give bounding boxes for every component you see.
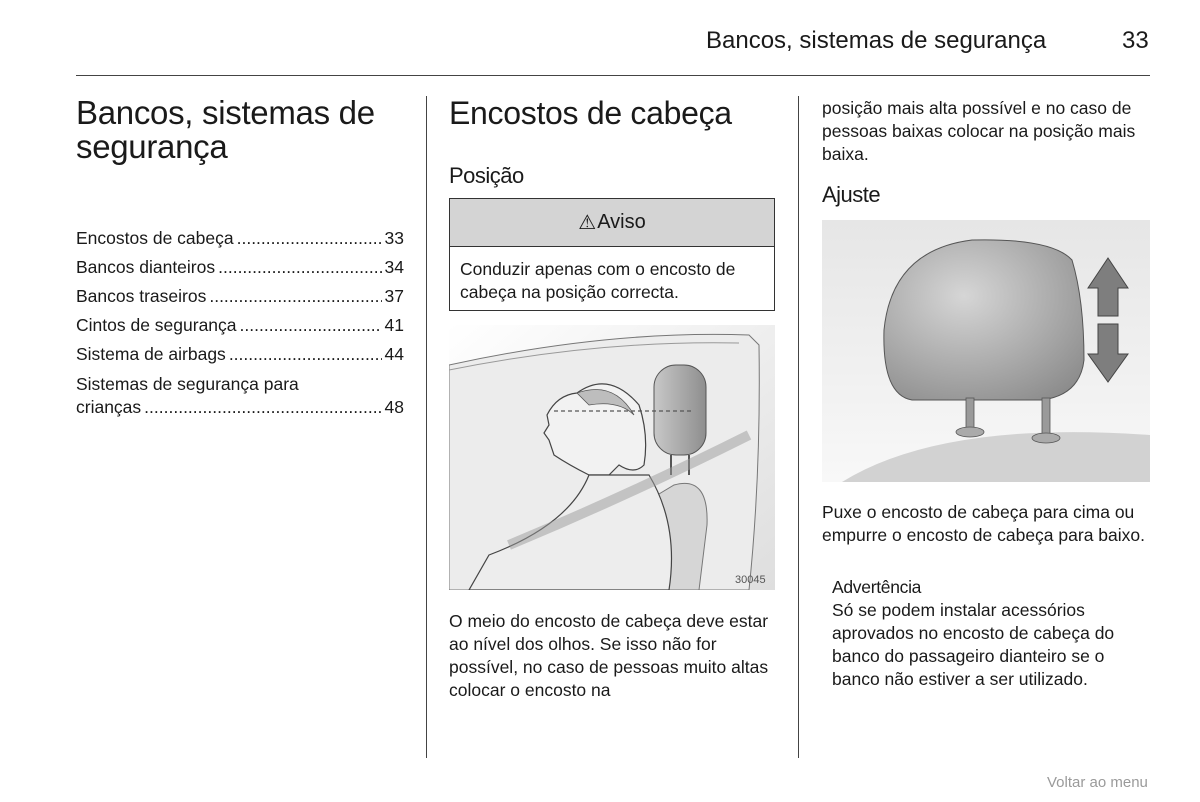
toc-page: 37 bbox=[384, 286, 404, 306]
position-heading: Posição bbox=[449, 163, 524, 188]
note-text: Só se podem instalar acessórios aprovados no encosto de cabeça do banco do passageiro dianteiro se o banco não estiver a ser utilizado. bbox=[832, 600, 1115, 689]
column-divider-2 bbox=[798, 96, 799, 758]
toc-label: Sistema de airbags bbox=[76, 344, 226, 364]
adjust-heading: Ajuste bbox=[822, 182, 881, 207]
toc-entry-encostos[interactable] bbox=[76, 224, 404, 253]
headrest-position-illustration bbox=[449, 325, 775, 590]
adjust-paragraph: Puxe o encosto de cabeça para cima ou empurre o encosto de cabeça para baixo. bbox=[822, 502, 1145, 545]
chapter-title: Bancos, sistemas de segurança bbox=[76, 94, 375, 165]
running-header-title: Bancos, sistemas de segurança bbox=[706, 27, 1047, 54]
continuation-paragraph: posição mais alta possível e no caso de pessoas baixas colocar na posição mais baixa. bbox=[822, 98, 1136, 164]
toc-entry-bancos-dianteiros[interactable] bbox=[76, 253, 404, 282]
toc-entry-airbags[interactable] bbox=[76, 340, 404, 369]
warning-text: Conduzir apenas com o encosto de cabeça na posição correcta. bbox=[460, 259, 736, 302]
toc-page: 44 bbox=[384, 344, 404, 364]
back-to-menu-link[interactable]: Voltar ao menu bbox=[1047, 774, 1148, 791]
warning-triangle-icon: ⚠ bbox=[578, 212, 597, 234]
note-title: Advertência bbox=[832, 577, 922, 597]
toc-label-line1: Sistemas de segurança para bbox=[76, 374, 299, 394]
toc-page: 34 bbox=[384, 257, 404, 277]
header-divider bbox=[76, 75, 1150, 76]
toc-label: Bancos dianteiros bbox=[76, 257, 216, 277]
toc-label: Encostos de cabeça bbox=[76, 228, 234, 248]
toc-entry-criancas[interactable] bbox=[76, 373, 404, 419]
page-number: 33 bbox=[1122, 27, 1149, 54]
section-title: Encostos de cabeça bbox=[449, 95, 732, 131]
warning-header bbox=[450, 199, 774, 247]
toc-label: Bancos traseiros bbox=[76, 286, 207, 306]
toc-entry-cintos[interactable] bbox=[76, 311, 404, 340]
toc-page: 41 bbox=[384, 315, 404, 335]
toc-entry-bancos-traseiros[interactable] bbox=[76, 282, 404, 311]
toc-label: Cintos de segurança bbox=[76, 315, 237, 335]
position-paragraph: O meio do encosto de cabeça deve estar ao nível dos olhos. Se isso não for possível, no caso de pessoas muito altas colocar o encosto na bbox=[449, 611, 769, 700]
toc-page: 33 bbox=[384, 228, 404, 248]
column-divider-1 bbox=[426, 96, 427, 758]
toc-page: 48 bbox=[384, 397, 404, 417]
headrest-adjust-illustration bbox=[822, 220, 1150, 482]
warning-box bbox=[449, 198, 775, 311]
warning-title: Aviso bbox=[597, 211, 646, 233]
table-of-contents bbox=[76, 224, 404, 419]
toc-label-line2: crianças bbox=[76, 397, 142, 417]
figure-code: 30045 bbox=[735, 574, 766, 586]
